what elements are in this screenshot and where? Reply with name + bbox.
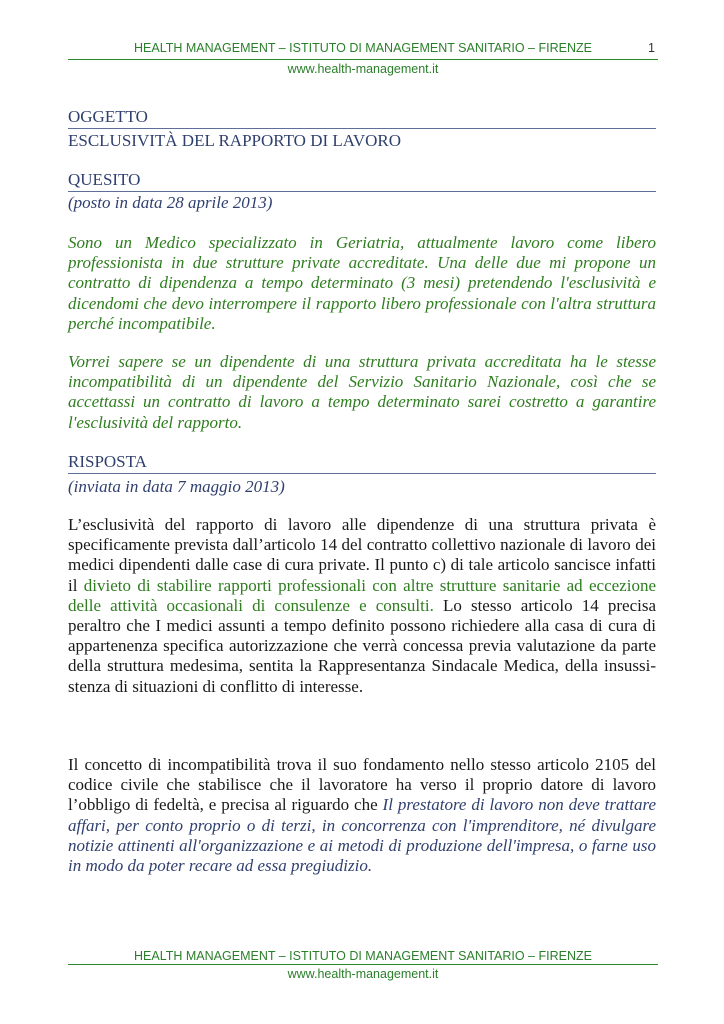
quesito-heading: QUESITO <box>68 170 656 192</box>
quesito-date: (posto in data 28 aprile 2013) <box>68 193 273 212</box>
header-rule <box>68 59 658 60</box>
risposta-p1-highlight: divieto di stabilire rapporti professionali con altre strutture sanitarie ad eccezione delle attività occasionali di consulenze e consulti. <box>68 575 656 615</box>
page-number: 1 <box>648 41 655 55</box>
oggetto-heading: OGGETTO <box>68 107 656 129</box>
risposta-paragraph-1 <box>68 515 656 697</box>
quesito-paragraph-2: Vorrei sapere se un dipendente di una struttura privata accreditata ha le stesse incompatibilità di un dipendente del Servizio Sanitario Nazionale, così che se accettassi un contratto di lavoro a tempo determinato sarei costretto a garantire l'esclusività del rapporto. <box>68 352 656 432</box>
risposta-p1-text-a: L’esclusività del rapporto di lavoro alle dipendenze di una struttura privata è specificamente prevista dall’articolo 14 del contratto collettivo nazionale di lavoro dei medici dipendenti dalle case di cura private. Il punto c) di tale articolo sancisce infatti il <box>68 515 656 595</box>
risposta-p2-quote: Il prestatore di lavoro non deve trattare affari, per conto proprio o di terzi, in concorrenza con l'imprenditore, né divulgare notizie attinenti all'organizzazione e ai metodi di produzione dell'impresa, o farne uso in modo da poter recare ad essa pregiudizio. <box>68 795 656 876</box>
risposta-heading: RISPOSTA <box>68 452 656 474</box>
risposta-date: (inviata in data 7 maggio 2013) <box>68 477 285 496</box>
footer-rule <box>68 964 658 965</box>
quesito-paragraph-1: Sono un Medico specializzato in Geriatria, attualmente lavoro come libero professionista in due strutture private accreditate. Una delle due mi propone un contratto di dipendenza a tempo determinato (3 mesi) pretendendo l'esclusività e dicendomi che devo interrompere il rapporto libero professionale con l'altra struttura perché incompatibile. <box>68 233 656 333</box>
oggetto-text: ESCLUSIVITÀ DEL RAPPORTO DI LAVORO <box>68 131 402 150</box>
risposta-p1-text-b: Lo stesso articolo 14 precisa peraltro che I medici assunti a tempo definito possono richiedere alla casa di cura di appartenenza specifica autorizzazione che verrà concessa previa valutazione da parte della struttura medesima, sentita la Rappresentanza Sindacale Medica, della insussi-stenza di situazioni di conflitto di interesse. <box>68 595 656 696</box>
footer-title: HEALTH MANAGEMENT – ISTITUTO DI MANAGEMENT SANITARIO – FIRENZE <box>134 949 592 963</box>
risposta-p2-text: Il concetto di incompatibilità trova il suo fondamento nello stesso articolo 2105 del codice civile che stabilisce che il lavoratore ha verso il proprio datore di lavoro l’obbligo di fedeltà, e precisa al riguardo che <box>68 755 656 815</box>
footer-url[interactable]: www.health-management.it <box>287 967 439 981</box>
header-title: HEALTH MANAGEMENT – ISTITUTO DI MANAGEMENT SANITARIO – FIRENZE <box>134 41 592 55</box>
risposta-paragraph-2 <box>68 755 656 876</box>
header-url[interactable]: www.health-management.it <box>287 62 439 76</box>
